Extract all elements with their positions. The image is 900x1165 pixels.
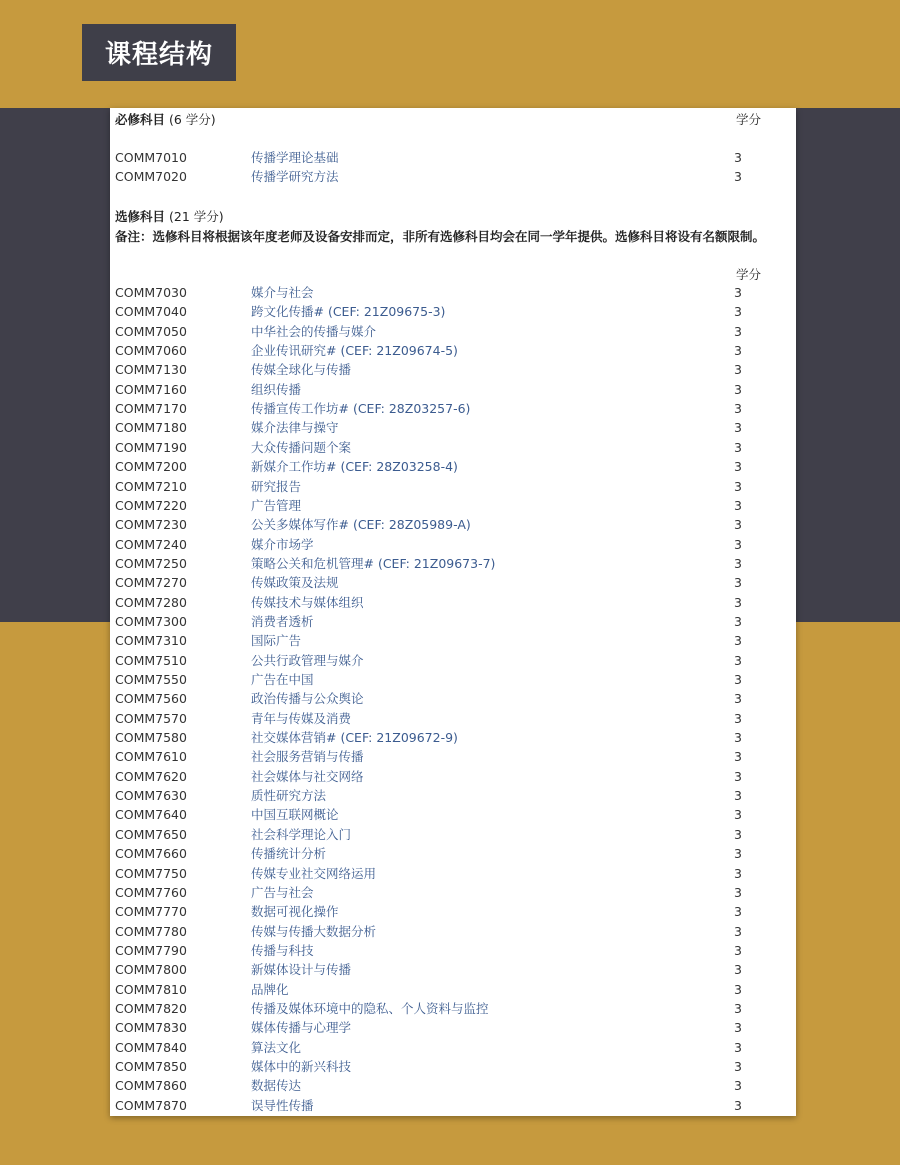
- course-code: COMM7860: [115, 1078, 187, 1094]
- course-credits: 3: [734, 884, 742, 900]
- course-code: COMM7060: [115, 343, 187, 359]
- course-code: COMM7160: [115, 381, 187, 397]
- course-code: COMM7570: [115, 710, 187, 726]
- course-row: [110, 922, 796, 941]
- course-credits: 3: [734, 420, 742, 436]
- course-title[interactable]: 传播统计分析: [251, 846, 327, 862]
- elective-credit-column-header: 学分: [736, 267, 762, 282]
- course-title[interactable]: 社交媒体营销# (CEF: 21Z09672-9): [251, 730, 458, 746]
- course-title[interactable]: 品牌化: [251, 981, 289, 997]
- course-title[interactable]: 传播及媒体环境中的隐私、个人资料与监控: [251, 1000, 489, 1016]
- course-credits: 3: [734, 962, 742, 978]
- course-row: [110, 457, 796, 476]
- course-row: [110, 612, 796, 631]
- course-row: [110, 535, 796, 554]
- course-credits: 3: [734, 401, 742, 417]
- course-title[interactable]: 组织传播: [251, 381, 302, 397]
- course-code: COMM7200: [115, 459, 187, 475]
- course-title[interactable]: 数据可视化操作: [251, 904, 339, 920]
- course-code: COMM7780: [115, 923, 187, 939]
- course-credits: 3: [734, 304, 742, 320]
- course-code: COMM7510: [115, 652, 187, 668]
- course-code: COMM7810: [115, 981, 187, 997]
- course-credits: 3: [734, 691, 742, 707]
- course-title[interactable]: 青年与传媒及消费: [251, 710, 352, 726]
- course-row: [110, 418, 796, 437]
- course-credits: 3: [734, 1039, 742, 1055]
- course-row: [110, 805, 796, 824]
- course-row: [110, 980, 796, 999]
- course-code: COMM7870: [115, 1097, 187, 1113]
- course-code: COMM7750: [115, 865, 187, 881]
- course-code: COMM7300: [115, 613, 187, 629]
- course-row: [110, 167, 796, 186]
- course-code: COMM7280: [115, 594, 187, 610]
- course-code: COMM7840: [115, 1039, 187, 1055]
- course-credits: 3: [734, 1078, 742, 1094]
- course-credits: 3: [734, 942, 742, 958]
- course-title[interactable]: 数据传达: [251, 1078, 302, 1094]
- course-credits: 3: [734, 826, 742, 842]
- course-row: [110, 283, 796, 302]
- course-row: [110, 1018, 796, 1037]
- course-code: COMM7240: [115, 536, 187, 552]
- course-row: [110, 651, 796, 670]
- course-code: COMM7580: [115, 730, 187, 746]
- course-code: COMM7130: [115, 362, 187, 378]
- course-row: [110, 767, 796, 786]
- course-credits: 3: [734, 1059, 742, 1074]
- course-code: COMM7010: [115, 150, 187, 165]
- course-row: [110, 864, 796, 883]
- compulsory-header-label: 必修科目: [115, 112, 166, 127]
- course-title[interactable]: 公共行政管理与媒介: [251, 652, 364, 668]
- course-code: COMM7770: [115, 904, 187, 920]
- course-code: COMM7660: [115, 846, 187, 862]
- course-credits: 3: [734, 575, 742, 591]
- course-code: COMM7220: [115, 497, 187, 513]
- course-credits: 3: [734, 285, 742, 300]
- course-row: [110, 438, 796, 457]
- course-code: COMM7760: [115, 884, 187, 900]
- course-row: [110, 515, 796, 534]
- course-title[interactable]: 广告在中国: [251, 672, 314, 687]
- course-title[interactable]: 算法文化: [251, 1039, 302, 1055]
- course-title[interactable]: 传播宣传工作坊# (CEF: 28Z03257-6): [251, 401, 471, 417]
- course-credits: 3: [734, 555, 742, 571]
- course-row: [110, 883, 796, 902]
- course-credits: 3: [734, 613, 742, 629]
- course-row: [110, 399, 796, 418]
- course-table: [110, 108, 796, 1116]
- course-code: COMM7310: [115, 633, 187, 649]
- course-row: [110, 728, 796, 747]
- course-code: COMM7610: [115, 749, 187, 765]
- course-credits: 3: [734, 710, 742, 726]
- course-row: [110, 477, 796, 496]
- course-credits: 3: [734, 807, 742, 823]
- course-row: [110, 554, 796, 573]
- course-credits: 3: [734, 594, 742, 610]
- course-code: COMM7790: [115, 942, 187, 958]
- course-row: [110, 302, 796, 321]
- course-credits: 3: [734, 788, 742, 804]
- course-title[interactable]: 质性研究方法: [251, 788, 327, 804]
- course-row: [110, 960, 796, 979]
- course-title[interactable]: 政治传播与公众舆论: [251, 691, 364, 707]
- course-row: [110, 844, 796, 863]
- course-credits: 3: [734, 633, 742, 649]
- compulsory-header-credits: (6 学分): [169, 112, 216, 127]
- course-credits: 3: [734, 904, 742, 920]
- course-credits: 3: [734, 497, 742, 513]
- course-row: [110, 593, 796, 612]
- course-credits: 3: [734, 981, 742, 997]
- course-code: COMM7550: [115, 672, 187, 687]
- course-row: [110, 825, 796, 844]
- course-row: [110, 322, 796, 341]
- course-code: COMM7640: [115, 807, 187, 823]
- course-title[interactable]: 媒体传播与心理学: [251, 1020, 352, 1036]
- course-credits: 3: [734, 1020, 742, 1036]
- course-credits: 3: [734, 730, 742, 746]
- course-title[interactable]: 媒介市场学: [251, 536, 314, 552]
- course-title[interactable]: 媒体中的新兴科技: [251, 1059, 352, 1074]
- course-row: [110, 1057, 796, 1076]
- course-title[interactable]: 策略公关和危机管理# (CEF: 21Z09673-7): [251, 555, 496, 571]
- course-title[interactable]: 社会媒体与社交网络: [251, 768, 364, 784]
- course-title[interactable]: 新媒体设计与传播: [251, 962, 352, 978]
- course-code: COMM7250: [115, 555, 187, 571]
- course-title[interactable]: 广告与社会: [251, 884, 314, 900]
- course-credits: 3: [734, 478, 742, 494]
- course-code: COMM7270: [115, 575, 187, 591]
- compulsory-header: [115, 110, 216, 128]
- course-credits: 3: [734, 652, 742, 668]
- course-credits: 3: [734, 1000, 742, 1016]
- course-title[interactable]: 公关多媒体写作# (CEF: 28Z05989-A): [251, 517, 471, 533]
- course-title[interactable]: 跨文化传播# (CEF: 21Z09675-3): [251, 304, 446, 320]
- elective-header-label: 选修科目: [115, 209, 166, 224]
- course-code: COMM7650: [115, 826, 187, 842]
- course-credits: 3: [734, 381, 742, 397]
- course-title[interactable]: 传媒政策及法规: [251, 575, 339, 591]
- course-credits: 3: [734, 768, 742, 784]
- course-title[interactable]: 媒介法律与操守: [251, 420, 339, 436]
- course-code: COMM7850: [115, 1059, 187, 1074]
- elective-header: [115, 207, 224, 225]
- course-credits: 3: [734, 362, 742, 378]
- course-code: COMM7020: [115, 169, 187, 185]
- course-credits: 3: [734, 749, 742, 765]
- course-code: COMM7170: [115, 401, 187, 417]
- course-title[interactable]: 传播学理论基础: [251, 150, 339, 165]
- course-credits: 3: [734, 846, 742, 862]
- course-code: COMM7040: [115, 304, 187, 320]
- course-code: COMM7180: [115, 420, 187, 436]
- course-code: COMM7800: [115, 962, 187, 978]
- course-title[interactable]: 中国互联网概论: [251, 807, 339, 823]
- course-code: COMM7210: [115, 478, 187, 494]
- course-code: COMM7050: [115, 323, 187, 339]
- course-row: [110, 1038, 796, 1057]
- course-code: COMM7620: [115, 768, 187, 784]
- course-credits: 3: [734, 536, 742, 552]
- course-credits: 3: [734, 169, 742, 185]
- page-title: 课程结构: [82, 24, 236, 81]
- course-credits: 3: [734, 865, 742, 881]
- course-row: [110, 689, 796, 708]
- course-title[interactable]: 传播与科技: [251, 942, 314, 958]
- course-title[interactable]: 广告管理: [251, 497, 302, 513]
- course-row: [110, 670, 796, 689]
- course-title[interactable]: 传媒专业社交网络运用: [251, 865, 377, 881]
- course-title[interactable]: 传媒与传播大数据分析: [251, 923, 377, 939]
- course-code: COMM7820: [115, 1000, 187, 1016]
- course-title[interactable]: 误导性传播: [251, 1097, 314, 1113]
- course-credits: 3: [734, 923, 742, 939]
- course-row: [110, 631, 796, 650]
- course-credits: 3: [734, 672, 742, 687]
- course-title[interactable]: 新媒介工作坊# (CEF: 28Z03258-4): [251, 459, 458, 475]
- course-title[interactable]: 传播学研究方法: [251, 169, 339, 185]
- course-code: COMM7030: [115, 285, 187, 300]
- course-row: [110, 786, 796, 805]
- course-title[interactable]: 大众传播问题个案: [251, 439, 352, 455]
- course-credits: 3: [734, 439, 742, 455]
- course-title[interactable]: 社会科学理论入门: [251, 826, 352, 842]
- course-row: [110, 380, 796, 399]
- course-row: [110, 941, 796, 960]
- course-row: [110, 709, 796, 728]
- course-code: COMM7830: [115, 1020, 187, 1036]
- course-title[interactable]: 传媒技术与媒体组织: [251, 594, 364, 610]
- course-credits: 3: [734, 459, 742, 475]
- course-title[interactable]: 企业传讯研究# (CEF: 21Z09674-5): [251, 343, 458, 359]
- course-title[interactable]: 媒介与社会: [251, 285, 314, 300]
- course-credits: 3: [734, 150, 742, 165]
- course-code: COMM7190: [115, 439, 187, 455]
- course-title[interactable]: 国际广告: [251, 633, 302, 649]
- course-row: [110, 573, 796, 592]
- course-title[interactable]: 社会服务营销与传播: [251, 749, 364, 765]
- course-row: [110, 148, 796, 167]
- course-credits: 3: [734, 343, 742, 359]
- course-title[interactable]: 中华社会的传播与媒介: [251, 323, 377, 339]
- course-row: [110, 341, 796, 360]
- course-row: [110, 360, 796, 379]
- course-row: [110, 999, 796, 1018]
- elective-header-credits: (21 学分): [169, 209, 224, 224]
- course-row: [110, 902, 796, 921]
- course-row: [110, 1076, 796, 1095]
- course-row: [110, 1096, 796, 1115]
- course-row: [110, 496, 796, 515]
- course-code: COMM7230: [115, 517, 187, 533]
- course-code: COMM7630: [115, 788, 187, 804]
- course-code: COMM7560: [115, 691, 187, 707]
- course-credits: 3: [734, 1097, 742, 1113]
- course-title[interactable]: 传媒全球化与传播: [251, 362, 352, 378]
- elective-note: 备注：选修科目将根据该年度老师及设备安排而定，非所有选修科目均会在同一学年提供。选修科目将设有名额限制。: [115, 229, 766, 244]
- course-title[interactable]: 研究报告: [251, 478, 302, 494]
- course-title[interactable]: 消费者透析: [251, 613, 314, 629]
- course-credits: 3: [734, 517, 742, 533]
- credit-column-header: 学分: [736, 112, 762, 127]
- course-row: [110, 747, 796, 766]
- course-credits: 3: [734, 323, 742, 339]
